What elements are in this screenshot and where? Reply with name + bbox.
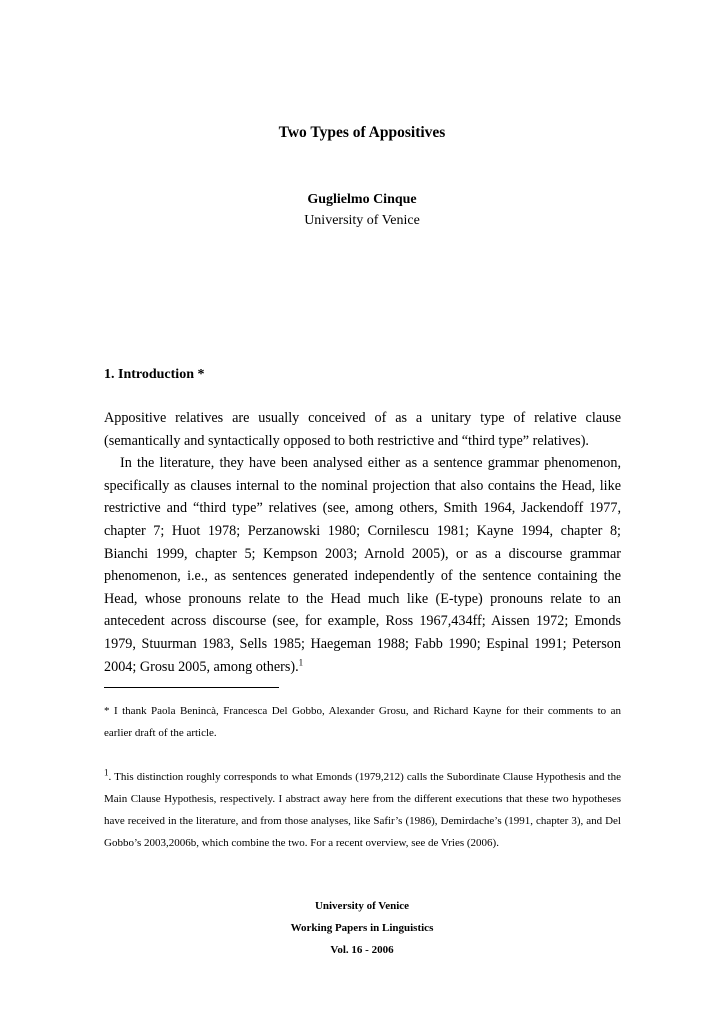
article-title: Two Types of Appositives xyxy=(278,124,446,141)
author-name: Guglielmo Cinque xyxy=(307,192,417,207)
footer-line-1: University of Venice xyxy=(314,900,410,912)
footer-line-2: Working Papers in Linguistics xyxy=(290,922,434,934)
section-heading: 1. Introduction * xyxy=(104,367,205,382)
footer-line-3: Vol. 16 - 2006 xyxy=(330,944,394,956)
body-text xyxy=(104,407,621,678)
footnote-1 xyxy=(104,766,621,854)
paragraph-2 xyxy=(104,452,621,678)
paragraph-2-text: In the literature, they have been analysed either as a sentence grammar phenomenon, specifically as clauses internal to the nominal projection that also contains the Head, like restrictive and “third type” relatives (see, among others, Smith 1964, Jackendoff 1977, chapter 7; Huot 1978; Perzanowski 1980; Cornilescu 1981; Kayne 1994, chapter 8; Bianchi 1999, chapter 5; Kempson 2003; Arnold 2005), or as a discourse grammar phenomenon, i.e., as sentences generated independently of the sentence containing the Head, whose pronouns relate to the Head much like (E-type) pronouns relate to an antecedent across discourse (see, for example, Ross 1967,434ff; Aissen 1972; Emonds 1979, Stuurman 1983, Sells 1985; Haegeman 1988; Fabb 1990; Espinal 1991; Peterson 2004; Grosu 2005, among others). xyxy=(104,455,621,675)
footnote-star: * I thank Paola Benincà, Francesca Del Gobbo, Alexander Grosu, and Richard Kayne for their comments to an earlier draft of the article. xyxy=(104,705,621,739)
footnote-1-text: . This distinction roughly corresponds to what Emonds (1979,212) calls the Subordinate Clause Hypothesis and the Main Clause Hypothesis, respectively. I abstract away here from the different executions that these two hypotheses have received in the literature, and from those analyses, like Safir’s (1986), Demirdache’s (1991, chapter 3), and Del Gobbo’s 2003,2006b, which combine the two. For a recent overview, see de Vries (2006). xyxy=(104,771,621,849)
footnote-divider xyxy=(104,687,279,688)
footnote-ref-1[interactable]: 1 xyxy=(298,656,304,667)
author-affiliation: University of Venice xyxy=(304,213,420,228)
paragraph-1: Appositive relatives are usually conceived of as a unitary type of relative clause (semantically and syntactically opposed to both restrictive and “third type” relatives). xyxy=(104,410,621,449)
footnote-1-mark: 1 xyxy=(104,767,109,778)
